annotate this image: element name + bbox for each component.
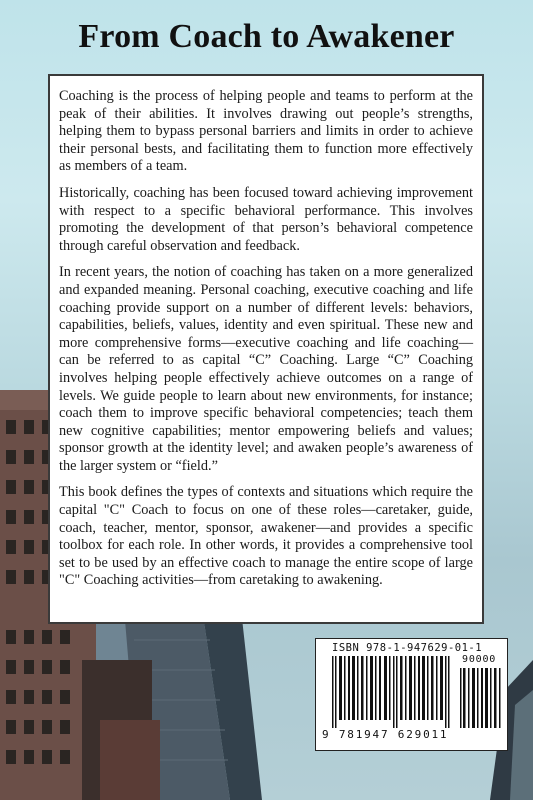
description-paragraph-3: In recent years, the notion of coaching has taken on a more generalized and expanded meaning. Personal coaching, executive coaching and life coaching provide support on a number of different levels: behaviors, capabilities, beliefs, values, identity and even spiritual. These new and more comprehensive forms—executive coaching and life coaching—can be referred to as capital “C” Coaching. Large “C” Coaching involves helping people effectively achieve outcomes on a range of levels. We guide people to learn about new environments, for instance; coach them to improve specific behavioral competencies; teach them new cognitive capabilities; mentor empowering beliefs and values; sponsor growth at the identity level; and awaken people’s awareness of the larger system or “field.” [59,264,473,474]
description-panel [48,74,484,624]
description-paragraph-4: This book defines the types of contexts and situations which require the capital "C" Coach to focus on one of these roles—caretaker, guide, coach, teacher, mentor, sponsor, awakener—and provides a specific toolbox for each role. In other words, it provides a comprehensive tool set to be used by an effective coach to manage the entire scope of large "C" Coaching activities—from caretaking to awakening. [59,484,473,589]
description-paragraph-2: Historically, coaching has been focused toward achieving improvement with respect to a specific behavioral performance. This involves promoting the development of that person’s behavioral competence through careful observation and feedback. [59,184,473,254]
barcode-image [332,656,504,728]
barcode-digits: 9 781947 629011 [322,728,449,741]
book-title: From Coach to Awakener [78,18,455,55]
description-paragraph-1: Coaching is the process of helping people and teams to perform at the peak of their abilities. It involves drawing out people’s strengths, helping them to bypass personal barriers and limits in order to achieve their personal bests, and facilitating them to function more effectively as members of a team. [59,88,473,175]
isbn-label: ISBN 978-1-947629-01-1 [332,642,483,654]
barcode-addon-digits: 90000 [462,654,497,665]
